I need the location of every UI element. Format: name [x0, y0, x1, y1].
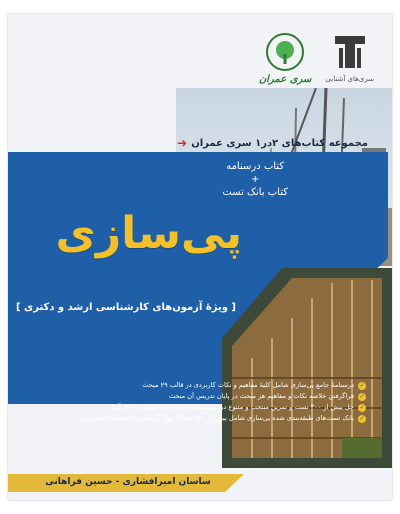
- bullet-icon: ✓: [359, 393, 365, 400]
- bullet-icon: ✓: [359, 415, 365, 422]
- publisher-emblem-icon: [331, 32, 369, 72]
- bullet-icon: ✓: [359, 404, 365, 411]
- book-subtitle: [ ویژهٔ آزمون‌های کارشناسی ارشد و دکتری ]: [15, 302, 236, 313]
- publisher-caption: سری‌های آشنایی: [325, 75, 374, 83]
- authors: ساسان امیرافشاری - حسین فراهانی: [45, 477, 211, 487]
- book-title: پی‌سازی: [55, 208, 242, 259]
- feature-item: ✓ فراگرفتن خلاصه نکات و مفاهیم هر مبحث در پایان تدریس آن مبحث: [168, 392, 365, 400]
- tree-logo: [259, 32, 312, 85]
- series-label-text: مجموعه کتاب‌های ۲در۱ سری عمران: [191, 137, 368, 149]
- book-type-1: کتاب درسنامه: [226, 161, 285, 172]
- series-label: [177, 136, 368, 150]
- formwork-photo: [222, 268, 392, 468]
- feature-item: ✓ درسنامهٔ جامع پی‌سازی شامل کلیهٔ مفاهیم و نکات کاربردی در قالب ۲۹ مبحث: [142, 381, 365, 389]
- feature-item: ✓ بانک تست‌های طبقه‌بندی شده پی‌سازی شامل بیش از ۲۵۰ سؤال چهار گزینه‌ای با پاسخ‌نامهٔ تشریحی: [81, 414, 365, 422]
- tree-icon: [265, 32, 305, 72]
- arrow-left-icon: ➜: [177, 136, 188, 150]
- publisher-logo: [325, 32, 374, 83]
- book-types: [222, 160, 288, 199]
- book-cover: [8, 14, 392, 500]
- bullet-icon: ✓: [359, 382, 365, 389]
- feature-item: ✓ حل بیش از ۳۰۰ تست و تمرین منتخب و متنوع در درسنامه و ارائه نکات کلیدی در حل آنها: [111, 403, 365, 411]
- book-type-2: کتاب بانک تست: [222, 187, 288, 198]
- tree-logo-caption: سری عمران: [258, 74, 312, 85]
- plus-sign: +: [250, 174, 260, 185]
- feature-list: [26, 380, 366, 424]
